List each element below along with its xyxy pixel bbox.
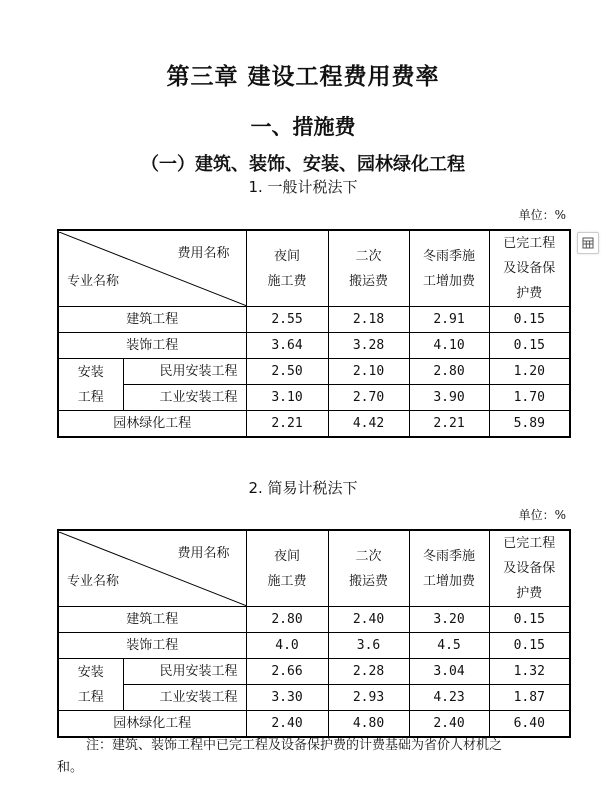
unit-label: 单位：% <box>518 208 566 222</box>
table-header-row <box>58 230 570 307</box>
rate-value: 1.32 <box>489 659 570 685</box>
rate-value: 2.66 <box>246 659 328 685</box>
rate-value: 1.70 <box>489 385 570 411</box>
rate-value: 0.15 <box>489 633 570 659</box>
row-name: 民用安装工程 <box>123 359 246 385</box>
header-line: 护费 <box>516 286 543 301</box>
header-line: 冬雨季施 <box>422 248 475 264</box>
diagonal-header-cell <box>58 230 246 307</box>
header-secondary-transport <box>328 230 409 307</box>
table-row <box>58 607 570 633</box>
header-line: 施工费 <box>267 573 307 589</box>
header-line: 二次 <box>355 548 382 564</box>
header-line: 施工费 <box>267 273 307 289</box>
header-line: 搬运费 <box>348 273 388 289</box>
fee-rate-table <box>57 529 571 738</box>
rate-value: 4.10 <box>409 333 489 359</box>
header-line: 冬雨季施 <box>422 548 475 564</box>
rate-value: 3.04 <box>409 659 489 685</box>
rate-value: 2.28 <box>328 659 409 685</box>
header-night-construction <box>246 530 328 607</box>
rate-value: 4.0 <box>246 633 328 659</box>
group-label-line: 安装 <box>77 364 104 380</box>
table-row <box>58 385 570 411</box>
table-title: 1. 一般计税法下 <box>248 178 358 196</box>
rate-value: 3.64 <box>246 333 328 359</box>
rate-value: 2.91 <box>409 307 489 333</box>
header-line: 夜间 <box>273 548 300 564</box>
rate-value: 2.10 <box>328 359 409 385</box>
diagonal-line <box>59 232 247 306</box>
profession-name-label: 专业名称 <box>67 273 120 289</box>
table-title: 2. 简易计税法下 <box>248 479 358 497</box>
rate-value: 0.15 <box>489 333 570 359</box>
header-protection <box>489 530 570 607</box>
rate-value: 3.6 <box>328 633 409 659</box>
rate-value: 0.15 <box>489 307 570 333</box>
header-line: 二次 <box>355 248 382 264</box>
rate-value: 2.50 <box>246 359 328 385</box>
fee-rate-table <box>57 229 571 438</box>
row-name: 园林绿化工程 <box>58 411 246 438</box>
header-line: 已完工程 <box>503 536 556 551</box>
note-text: 注：建筑、装饰工程中已完工程及设备保护费的计费基础为省价人材机之 <box>86 738 503 753</box>
fee-name-label: 费用名称 <box>177 245 230 261</box>
group-label-line: 工程 <box>77 389 104 405</box>
rate-value: 2.40 <box>328 607 409 633</box>
header-protection <box>489 230 570 307</box>
header-winter-rain <box>409 230 489 307</box>
subsection-title: （一）建筑、装饰、安装、园林绿化工程 <box>141 154 465 175</box>
rate-value: 3.30 <box>246 685 328 711</box>
header-line: 工增加费 <box>422 273 475 289</box>
row-name: 装饰工程 <box>58 633 246 659</box>
row-name: 工业安装工程 <box>123 685 246 711</box>
header-secondary-transport <box>328 530 409 607</box>
rate-value: 2.80 <box>246 607 328 633</box>
rate-value: 5.89 <box>489 411 570 438</box>
rate-value: 4.80 <box>328 711 409 738</box>
rate-value: 1.20 <box>489 359 570 385</box>
rate-value: 2.80 <box>409 359 489 385</box>
diagonal-header-cell <box>58 530 246 607</box>
rate-value: 1.87 <box>489 685 570 711</box>
rate-value: 4.5 <box>409 633 489 659</box>
rate-value: 2.40 <box>409 711 489 738</box>
rate-value: 3.20 <box>409 607 489 633</box>
chapter-title: 第三章 建设工程费用费率 <box>166 64 440 90</box>
section-title: 一、措施费 <box>250 115 356 139</box>
rate-value: 2.93 <box>328 685 409 711</box>
header-line: 及设备保 <box>503 561 556 576</box>
fee-name-label: 费用名称 <box>177 545 230 561</box>
row-name: 民用安装工程 <box>123 659 246 685</box>
group-label-installation <box>58 359 123 411</box>
table-row <box>58 685 570 711</box>
rate-value: 6.40 <box>489 711 570 738</box>
table-row <box>58 307 570 333</box>
table-row <box>58 411 570 438</box>
rate-value: 2.70 <box>328 385 409 411</box>
group-label-line: 安装 <box>77 664 104 680</box>
rate-value: 3.90 <box>409 385 489 411</box>
header-night-construction <box>246 230 328 307</box>
table-header-row <box>58 530 570 607</box>
header-line: 搬运费 <box>348 573 388 589</box>
header-line: 工增加费 <box>422 573 475 589</box>
group-label-installation <box>58 659 123 711</box>
note-text-continued: 和。 <box>57 760 84 775</box>
unit-label: 单位：% <box>518 508 566 522</box>
rate-value: 4.42 <box>328 411 409 438</box>
row-name: 装饰工程 <box>58 333 246 359</box>
header-winter-rain <box>409 530 489 607</box>
rate-value: 3.28 <box>328 333 409 359</box>
group-label-line: 工程 <box>77 689 104 705</box>
calculator-icon[interactable] <box>577 232 599 254</box>
rate-value: 2.21 <box>409 411 489 438</box>
table-row <box>58 333 570 359</box>
table-row <box>58 359 570 385</box>
rate-value: 2.55 <box>246 307 328 333</box>
table-row <box>58 711 570 738</box>
rate-value: 3.10 <box>246 385 328 411</box>
rate-value: 2.40 <box>246 711 328 738</box>
profession-name-label: 专业名称 <box>67 573 120 589</box>
row-name: 建筑工程 <box>58 607 246 633</box>
row-name: 园林绿化工程 <box>58 711 246 738</box>
table-row <box>58 633 570 659</box>
rate-value: 0.15 <box>489 607 570 633</box>
row-name: 工业安装工程 <box>123 385 246 411</box>
table-row <box>58 659 570 685</box>
rate-value: 4.23 <box>409 685 489 711</box>
diagonal-line <box>59 532 247 606</box>
rate-value: 2.18 <box>328 307 409 333</box>
header-line: 护费 <box>516 586 543 601</box>
header-line: 及设备保 <box>503 261 556 276</box>
header-line: 夜间 <box>273 248 300 264</box>
rate-value: 2.21 <box>246 411 328 438</box>
header-line: 已完工程 <box>503 236 556 251</box>
row-name: 建筑工程 <box>58 307 246 333</box>
